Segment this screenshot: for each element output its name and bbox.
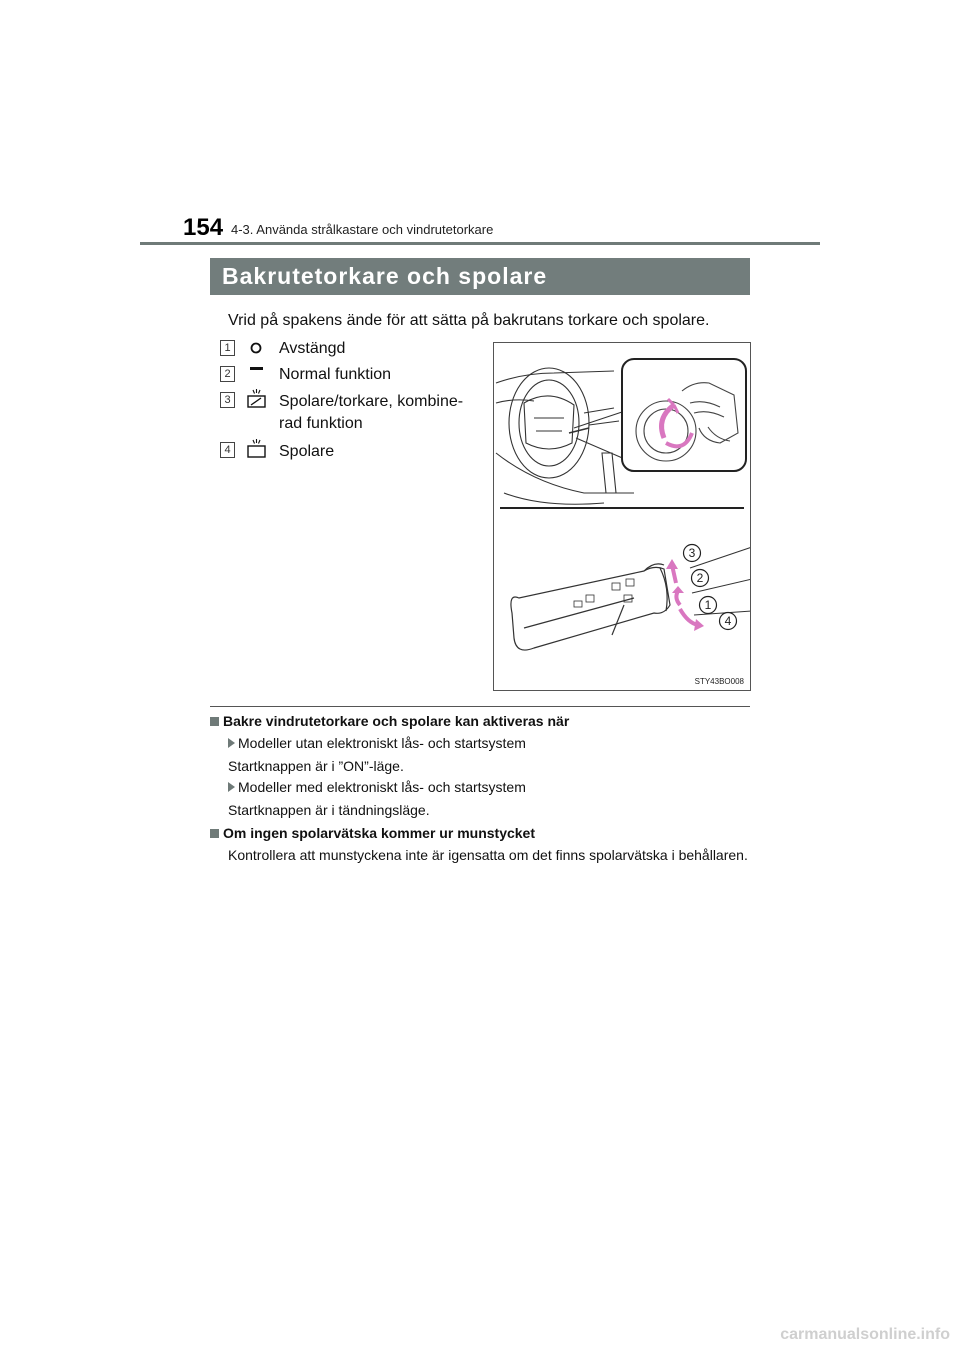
square-bullet-icon bbox=[210, 717, 219, 726]
note-text-ignition-mode: Startknappen är i tändningsläge. bbox=[228, 802, 430, 818]
figure-divider bbox=[500, 507, 744, 509]
illustration-drawing bbox=[494, 343, 750, 690]
note-sub-without-smart-key bbox=[228, 735, 526, 751]
item-number-1: 1 bbox=[220, 340, 235, 356]
note-heading-no-fluid-text: Om ingen spolarvätska kommer ur munstycket bbox=[223, 825, 535, 841]
washer-wiper-icon bbox=[245, 387, 269, 411]
svg-text:1: 1 bbox=[704, 598, 712, 612]
notes-divider bbox=[210, 706, 750, 707]
callout-3 bbox=[682, 543, 702, 563]
normal-bar-icon bbox=[249, 363, 265, 375]
note-sub-without-smart-key-text: Modeller utan elektroniskt lås- och startsystem bbox=[238, 735, 526, 751]
note-heading-activation-text: Bakre vindrutetorkare och spolare kan aktiveras när bbox=[223, 713, 570, 729]
item-label-normal: Normal funktion bbox=[279, 366, 392, 383]
callout-4 bbox=[718, 611, 738, 631]
square-bullet-icon bbox=[210, 829, 219, 838]
note-sub-with-smart-key-text: Modeller med elektroniskt lås- och startsystem bbox=[238, 779, 526, 795]
item-label-washer-wiper-1: Spolare/torkare, kombine- bbox=[279, 393, 464, 410]
page-number: 154 bbox=[183, 214, 224, 241]
washer-icon bbox=[245, 437, 269, 461]
wiper-lever-illustration bbox=[493, 342, 751, 691]
section-title: Bakrutetorkare och spolare bbox=[222, 263, 548, 289]
note-text-check-nozzles: Kontrollera att munstyckena inte är igensatta om det finns spolarvätska i behållaren. bbox=[228, 847, 748, 863]
callout-2 bbox=[690, 568, 710, 588]
triangle-bullet-icon bbox=[228, 782, 235, 792]
off-circle-icon bbox=[249, 341, 263, 355]
item-number-3: 3 bbox=[220, 392, 235, 408]
item-number-4: 4 bbox=[220, 442, 235, 458]
intro-text: Vrid på spakens ände för att sätta på bakrutans torkare och spolare. bbox=[228, 312, 710, 329]
note-heading-activation bbox=[210, 713, 569, 729]
item-label-off: Avstängd bbox=[279, 340, 346, 357]
figure-code: STY43BO008 bbox=[694, 677, 744, 686]
item-label-washer-wiper-2: rad funktion bbox=[279, 415, 363, 432]
note-text-on-mode: Startknappen är i ”ON”-läge. bbox=[228, 758, 404, 774]
watermark: carmanualsonline.info bbox=[780, 1326, 950, 1343]
note-sub-with-smart-key bbox=[228, 779, 526, 795]
header-divider bbox=[140, 242, 820, 245]
svg-text:4: 4 bbox=[724, 614, 732, 628]
callout-1 bbox=[698, 595, 718, 615]
note-heading-no-fluid bbox=[210, 825, 535, 841]
item-label-washer: Spolare bbox=[279, 443, 335, 460]
svg-text:2: 2 bbox=[696, 571, 704, 585]
item-number-2: 2 bbox=[220, 366, 235, 382]
section-title-bar bbox=[210, 258, 750, 295]
triangle-bullet-icon bbox=[228, 738, 235, 748]
breadcrumb: 4-3. Använda strålkastare och vindrutetorkare bbox=[231, 222, 494, 237]
svg-text:3: 3 bbox=[688, 546, 696, 560]
